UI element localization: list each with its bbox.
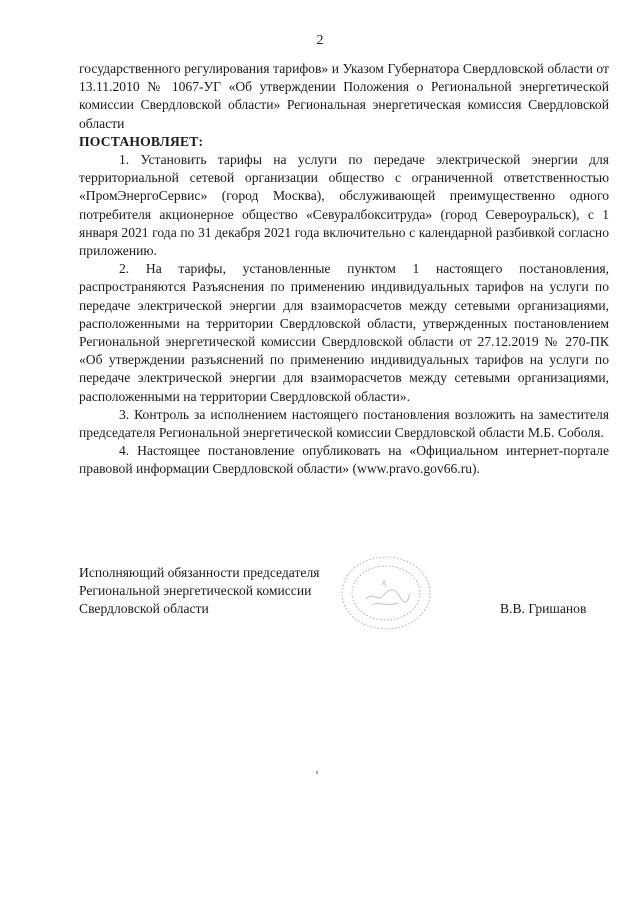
resolution-item-2: 2. На тарифы, установленные пунктом 1 настоящего постановления, распространяются Разъяснения по применению индивидуальных тарифов на услуги по передаче электрической энергии для взаиморасчетов между сетевыми организациями, расположенными на территории Свердловской области, утвержденных постановлением Региональной энергетической комиссии Свердловской области от 27.12.2019 № 270-ПК «Об утверждении разъяснений по применению индивидуальных тарифов на услуги по передаче электрической энергии для взаиморасчетов между сетевыми организациями, расположенными на территории Свердловской области». bbox=[79, 261, 609, 404]
signer-position-line-3: Свердловской области bbox=[79, 601, 209, 617]
document-body bbox=[79, 60, 609, 479]
intro-paragraph: государственного регулирования тарифов» и Указом Губернатора Свердловской области от 13.11.2010 № 1067-УГ «Об утверждении Положения о Региональной энергетической комиссии Свердловской области» Региональная энергетическая комиссия Свердловской области bbox=[79, 61, 609, 131]
resolution-item-4: 4. Настоящее постановление опубликовать на «Официальном интернет-портале правовой информации Свердловской области» (www.pravo.gov66.ru). bbox=[79, 443, 609, 477]
scan-speck bbox=[316, 771, 318, 774]
signer-name: В.В. Гришанов bbox=[500, 601, 587, 616]
faint-seal-stamp bbox=[338, 553, 434, 633]
signer-position bbox=[79, 564, 379, 619]
resolution-item-3: 3. Контроль за исполнением настоящего постановления возложить на заместителя председателя Региональной энергетической комиссии Свердловской области М.Б. Соболя. bbox=[79, 406, 609, 441]
resolution-heading: ПОСТАНОВЛЯЕТ: bbox=[79, 133, 204, 149]
signer-position-line-2: Региональной энергетической комиссии bbox=[79, 583, 312, 599]
page-number: 2 bbox=[316, 33, 324, 48]
resolution-item-1: 1. Установить тарифы на услуги по передаче электрической энергии для территориальной сетевой организации общество с ограниченной ответственностью «ПромЭнергоСервис» (город Москва), обслуживающей преимущественно одного потребителя акционерное общество «Севуралбокситруда» (город Североуральск), с 1 января 2021 года по 31 декабря 2021 года включительно с календарной разбивкой согласно приложению. bbox=[79, 152, 609, 259]
signer-position-line-1: Исполняющий обязанности председателя bbox=[79, 565, 320, 580]
